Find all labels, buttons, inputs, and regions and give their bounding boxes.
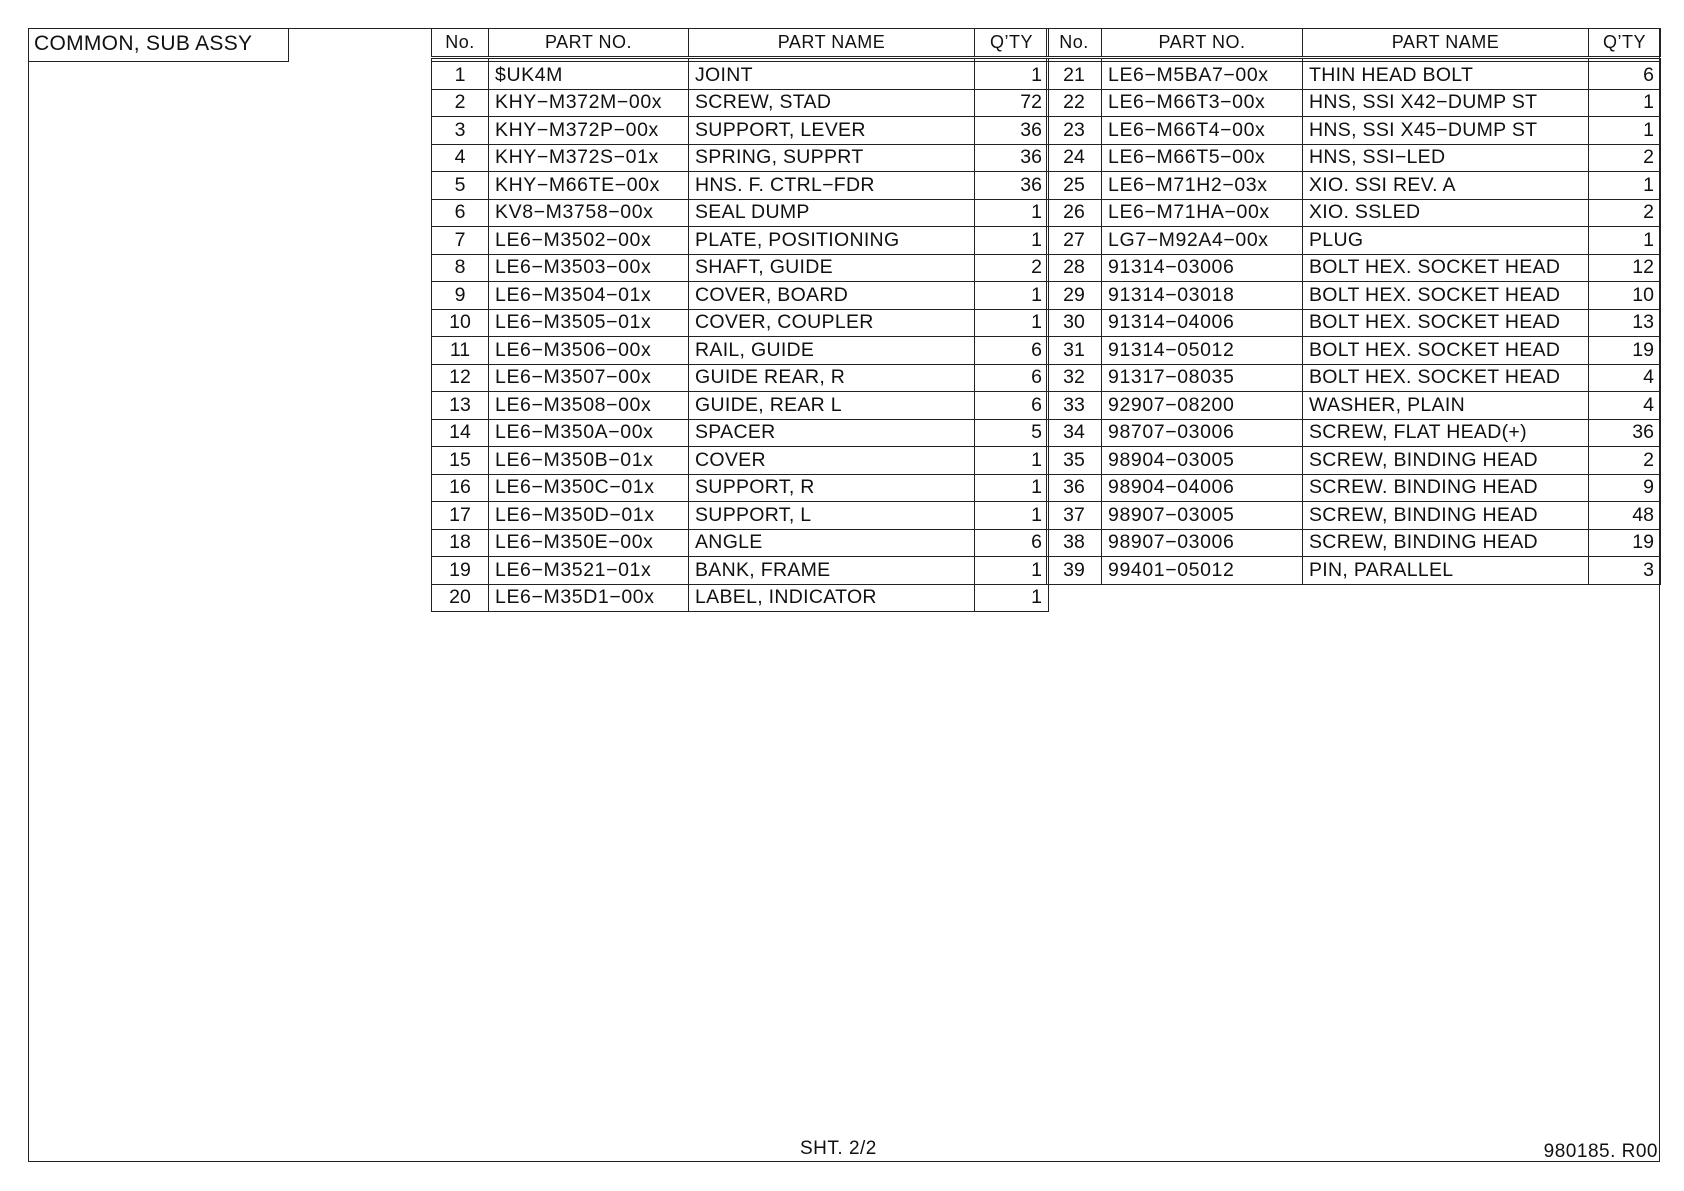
part-name: BANK, FRAME (689, 557, 975, 585)
table-row (1047, 172, 1661, 200)
table-row (1047, 117, 1661, 145)
quantity: 6 (975, 392, 1049, 420)
part-name: SPRING, SUPPRT (689, 144, 975, 172)
quantity: 10 (1589, 282, 1661, 310)
quantity: 1 (975, 474, 1049, 502)
row-number: 24 (1047, 144, 1102, 172)
quantity: 2 (975, 254, 1049, 282)
table-row (1047, 282, 1661, 310)
table-header-row (432, 29, 1049, 58)
part-name: BOLT HEX. SOCKET HEAD (1303, 309, 1589, 337)
row-number: 10 (432, 309, 489, 337)
part-number: KV8−M3758−00x (489, 199, 689, 227)
part-name: SHAFT, GUIDE (689, 254, 975, 282)
row-number: 16 (432, 474, 489, 502)
row-number: 27 (1047, 227, 1102, 255)
quantity: 19 (1589, 529, 1661, 557)
table-row (432, 117, 1049, 145)
part-name: BOLT HEX. SOCKET HEAD (1303, 337, 1589, 365)
part-number: 91317−08035 (1102, 364, 1303, 392)
header-part-name: PART NAME (1303, 29, 1589, 58)
header-part-no: PART NO. (1102, 29, 1303, 58)
row-number: 21 (1047, 62, 1102, 90)
part-name: SUPPORT, R (689, 474, 975, 502)
table-row (1047, 227, 1661, 255)
header-qty: Q’TY (1589, 29, 1661, 58)
part-name: SCREW. BINDING HEAD (1303, 474, 1589, 502)
part-number: 91314−03018 (1102, 282, 1303, 310)
row-number: 2 (432, 89, 489, 117)
quantity: 4 (1589, 364, 1661, 392)
table-row (432, 227, 1049, 255)
part-name: XIO. SSLED (1303, 199, 1589, 227)
table-row (432, 529, 1049, 557)
table-row (432, 144, 1049, 172)
quantity: 19 (1589, 337, 1661, 365)
quantity: 1 (975, 584, 1049, 612)
table-header-row (1047, 29, 1661, 58)
table-row (1047, 419, 1661, 447)
row-number: 34 (1047, 419, 1102, 447)
part-number: 91314−04006 (1102, 309, 1303, 337)
document-number: 980185. R00 (1543, 1141, 1658, 1162)
table-row (1047, 89, 1661, 117)
parts-table-left (431, 28, 1049, 612)
table-row (1047, 199, 1661, 227)
part-name: BOLT HEX. SOCKET HEAD (1303, 254, 1589, 282)
table-row (1047, 364, 1661, 392)
part-name: SUPPORT, LEVER (689, 117, 975, 145)
quantity: 1 (975, 227, 1049, 255)
part-name: SCREW, FLAT HEAD(+) (1303, 419, 1589, 447)
row-number: 31 (1047, 337, 1102, 365)
quantity: 6 (975, 529, 1049, 557)
part-number: LE6−M3502−00x (489, 227, 689, 255)
table-row (1047, 529, 1661, 557)
quantity: 1 (1589, 172, 1661, 200)
part-name: ANGLE (689, 529, 975, 557)
part-name: RAIL, GUIDE (689, 337, 975, 365)
part-number: LE6−M71H2−03x (1102, 172, 1303, 200)
row-number: 32 (1047, 364, 1102, 392)
part-name: WASHER, PLAIN (1303, 392, 1589, 420)
part-number: LE6−M35D1−00x (489, 584, 689, 612)
part-name: SCREW, BINDING HEAD (1303, 529, 1589, 557)
part-number: LE6−M3508−00x (489, 392, 689, 420)
table-row (1047, 447, 1661, 475)
table-row (432, 364, 1049, 392)
part-number: LE6−M350D−01x (489, 502, 689, 530)
quantity: 48 (1589, 502, 1661, 530)
part-name: COVER (689, 447, 975, 475)
table-row (432, 419, 1049, 447)
part-name: HNS, SSI X42−DUMP ST (1303, 89, 1589, 117)
quantity: 1 (975, 309, 1049, 337)
part-number: LE6−M350B−01x (489, 447, 689, 475)
row-number: 17 (432, 502, 489, 530)
row-number: 38 (1047, 529, 1102, 557)
part-name: JOINT (689, 62, 975, 90)
row-number: 20 (432, 584, 489, 612)
quantity: 72 (975, 89, 1049, 117)
table-row (1047, 254, 1661, 282)
part-number: KHY−M372S−01x (489, 144, 689, 172)
part-number: LE6−M3521−01x (489, 557, 689, 585)
assembly-title: COMMON, SUB ASSY (28, 28, 289, 62)
row-number: 19 (432, 557, 489, 585)
part-number: 98707−03006 (1102, 419, 1303, 447)
part-name: GUIDE, REAR L (689, 392, 975, 420)
quantity: 2 (1589, 447, 1661, 475)
row-number: 9 (432, 282, 489, 310)
quantity: 6 (975, 337, 1049, 365)
quantity: 36 (975, 117, 1049, 145)
row-number: 15 (432, 447, 489, 475)
row-number: 23 (1047, 117, 1102, 145)
row-number: 8 (432, 254, 489, 282)
row-number: 18 (432, 529, 489, 557)
part-number: LE6−M66T4−00x (1102, 117, 1303, 145)
row-number: 3 (432, 117, 489, 145)
table-row (432, 199, 1049, 227)
table-row (432, 447, 1049, 475)
row-number: 7 (432, 227, 489, 255)
part-number: LE6−M3503−00x (489, 254, 689, 282)
table-row (432, 62, 1049, 90)
row-number: 33 (1047, 392, 1102, 420)
row-number: 14 (432, 419, 489, 447)
part-name: THIN HEAD BOLT (1303, 62, 1589, 90)
header-part-name: PART NAME (689, 29, 975, 58)
row-number: 39 (1047, 557, 1102, 585)
part-number: LE6−M71HA−00x (1102, 199, 1303, 227)
part-number: 98904−03005 (1102, 447, 1303, 475)
row-number: 30 (1047, 309, 1102, 337)
table-row (432, 474, 1049, 502)
part-number: 99401−05012 (1102, 557, 1303, 585)
quantity: 1 (975, 557, 1049, 585)
table-row (1047, 474, 1661, 502)
header-part-no: PART NO. (489, 29, 689, 58)
quantity: 9 (1589, 474, 1661, 502)
part-number: LE6−M66T5−00x (1102, 144, 1303, 172)
part-name: XIO. SSI REV. A (1303, 172, 1589, 200)
part-number: LE6−M3507−00x (489, 364, 689, 392)
part-number: LE6−M5BA7−00x (1102, 62, 1303, 90)
table-row (1047, 502, 1661, 530)
part-number: KHY−M372M−00x (489, 89, 689, 117)
quantity: 36 (975, 144, 1049, 172)
quantity: 1 (975, 199, 1049, 227)
row-number: 22 (1047, 89, 1102, 117)
part-name: COVER, COUPLER (689, 309, 975, 337)
quantity: 1 (975, 282, 1049, 310)
parts-table-right (1046, 28, 1661, 585)
header-no: No. (432, 29, 489, 58)
row-number: 1 (432, 62, 489, 90)
part-number: LE6−M350E−00x (489, 529, 689, 557)
part-number: 98907−03006 (1102, 529, 1303, 557)
row-number: 28 (1047, 254, 1102, 282)
part-number: LG7−M92A4−00x (1102, 227, 1303, 255)
table-row (432, 89, 1049, 117)
part-number: 91314−03006 (1102, 254, 1303, 282)
table-row (432, 309, 1049, 337)
row-number: 5 (432, 172, 489, 200)
part-number: LE6−M3506−00x (489, 337, 689, 365)
table-row (1047, 309, 1661, 337)
quantity: 1 (1589, 117, 1661, 145)
quantity: 36 (975, 172, 1049, 200)
sheet-number: SHT. 2/2 (800, 1138, 877, 1159)
quantity: 1 (975, 447, 1049, 475)
row-number: 29 (1047, 282, 1102, 310)
table-row (432, 282, 1049, 310)
quantity: 2 (1589, 199, 1661, 227)
quantity: 5 (975, 419, 1049, 447)
quantity: 2 (1589, 144, 1661, 172)
part-number: $UK4M (489, 62, 689, 90)
table-row (432, 172, 1049, 200)
part-name: LABEL, INDICATOR (689, 584, 975, 612)
quantity: 6 (1589, 62, 1661, 90)
part-name: GUIDE REAR, R (689, 364, 975, 392)
quantity: 1 (975, 502, 1049, 530)
part-number: 98907−03005 (1102, 502, 1303, 530)
quantity: 36 (1589, 419, 1661, 447)
quantity: 4 (1589, 392, 1661, 420)
part-number: KHY−M66TE−00x (489, 172, 689, 200)
header-no: No. (1047, 29, 1102, 58)
part-name: HNS, SSI X45−DUMP ST (1303, 117, 1589, 145)
quantity: 13 (1589, 309, 1661, 337)
quantity: 1 (975, 62, 1049, 90)
part-name: HNS. F. CTRL−FDR (689, 172, 975, 200)
part-name: SCREW, STAD (689, 89, 975, 117)
table-row (1047, 144, 1661, 172)
part-number: LE6−M3505−01x (489, 309, 689, 337)
table-row (1047, 557, 1661, 585)
part-number: 98904−04006 (1102, 474, 1303, 502)
part-name: HNS, SSI−LED (1303, 144, 1589, 172)
part-name: SPACER (689, 419, 975, 447)
part-number: LE6−M350C−01x (489, 474, 689, 502)
part-name: PLATE, POSITIONING (689, 227, 975, 255)
table-row (1047, 337, 1661, 365)
part-number: KHY−M372P−00x (489, 117, 689, 145)
table-row (432, 557, 1049, 585)
part-number: 91314−05012 (1102, 337, 1303, 365)
header-qty: Q’TY (975, 29, 1049, 58)
quantity: 1 (1589, 89, 1661, 117)
row-number: 6 (432, 199, 489, 227)
row-number: 4 (432, 144, 489, 172)
row-number: 26 (1047, 199, 1102, 227)
part-name: SCREW, BINDING HEAD (1303, 447, 1589, 475)
part-name: PLUG (1303, 227, 1589, 255)
row-number: 12 (432, 364, 489, 392)
part-name: SEAL DUMP (689, 199, 975, 227)
part-number: LE6−M66T3−00x (1102, 89, 1303, 117)
table-row (432, 502, 1049, 530)
table-row (432, 254, 1049, 282)
table-row (1047, 62, 1661, 90)
part-name: COVER, BOARD (689, 282, 975, 310)
part-number: LE6−M350A−00x (489, 419, 689, 447)
quantity: 3 (1589, 557, 1661, 585)
row-number: 13 (432, 392, 489, 420)
part-name: BOLT HEX. SOCKET HEAD (1303, 364, 1589, 392)
quantity: 6 (975, 364, 1049, 392)
row-number: 11 (432, 337, 489, 365)
part-number: LE6−M3504−01x (489, 282, 689, 310)
table-row (1047, 392, 1661, 420)
part-name: PIN, PARALLEL (1303, 557, 1589, 585)
row-number: 25 (1047, 172, 1102, 200)
table-row (432, 584, 1049, 612)
table-row (432, 337, 1049, 365)
quantity: 12 (1589, 254, 1661, 282)
part-name: SCREW, BINDING HEAD (1303, 502, 1589, 530)
part-number: 92907−08200 (1102, 392, 1303, 420)
part-name: SUPPORT, L (689, 502, 975, 530)
quantity: 1 (1589, 227, 1661, 255)
part-name: BOLT HEX. SOCKET HEAD (1303, 282, 1589, 310)
table-row (432, 392, 1049, 420)
row-number: 37 (1047, 502, 1102, 530)
row-number: 36 (1047, 474, 1102, 502)
row-number: 35 (1047, 447, 1102, 475)
